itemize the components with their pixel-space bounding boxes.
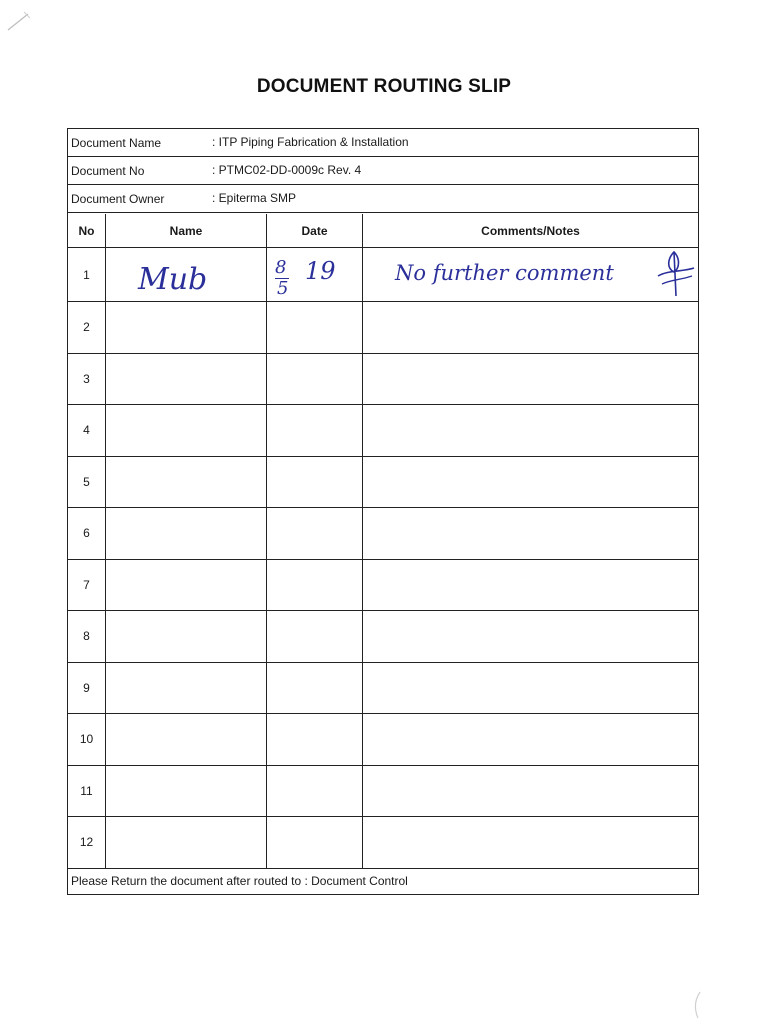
name-cell[interactable]: [106, 817, 267, 868]
date-cell[interactable]: [267, 248, 363, 301]
date-cell[interactable]: [267, 560, 363, 611]
info-row-document-no: [68, 157, 698, 185]
comment-cell[interactable]: [363, 560, 698, 611]
name-cell[interactable]: [106, 302, 267, 353]
comment-cell[interactable]: [363, 714, 698, 765]
comment-cell[interactable]: [363, 354, 698, 405]
header-name: Name: [106, 214, 267, 247]
scan-mark-icon: [6, 8, 32, 34]
row-number: 9: [68, 663, 106, 714]
table-header: [68, 214, 698, 248]
comment-cell[interactable]: [363, 611, 698, 662]
comment-cell[interactable]: [363, 457, 698, 508]
comment-cell[interactable]: [363, 817, 698, 868]
comment-cell[interactable]: [363, 248, 698, 301]
table-row: [68, 766, 698, 818]
routing-slip-form: [67, 128, 699, 895]
header-comments: Comments/Notes: [481, 223, 580, 238]
table-row: [68, 248, 698, 302]
table-row: [68, 611, 698, 663]
comment-cell[interactable]: [363, 663, 698, 714]
date-cell[interactable]: [267, 766, 363, 817]
table-row: [68, 714, 698, 766]
comment-cell[interactable]: [363, 405, 698, 456]
date-cell[interactable]: [267, 611, 363, 662]
header-no: No: [68, 214, 106, 247]
comment-cell[interactable]: [363, 302, 698, 353]
row-number: 11: [68, 766, 106, 817]
name-cell[interactable]: [106, 248, 267, 301]
page-title: DOCUMENT ROUTING SLIP: [256, 76, 512, 97]
name-cell[interactable]: [106, 663, 267, 714]
table-row: [68, 508, 698, 560]
name-cell[interactable]: [106, 457, 267, 508]
info-value: : Epiterma SMP: [212, 191, 297, 205]
row-number: 1: [68, 248, 106, 301]
table-row: [68, 302, 698, 354]
info-label: Document No: [71, 164, 145, 178]
date-cell[interactable]: [267, 817, 363, 868]
row-number: 3: [68, 354, 106, 405]
table-row: [68, 457, 698, 509]
handwritten-date-month: 5: [277, 278, 289, 299]
info-value: : ITP Piping Fabrication & Installation: [212, 135, 409, 149]
row-number: 8: [68, 611, 106, 662]
date-cell[interactable]: [267, 714, 363, 765]
signature-icon: [652, 250, 696, 298]
date-cell[interactable]: [267, 354, 363, 405]
date-cell[interactable]: [267, 405, 363, 456]
row-number: 12: [68, 817, 106, 868]
info-value: : PTMC02-DD-0009c Rev. 4: [212, 163, 362, 177]
handwritten-comment: No further comment: [395, 261, 614, 285]
table-row: [68, 354, 698, 406]
table-row: [68, 405, 698, 457]
return-instruction: Please Return the document after routed to : Document Control: [71, 874, 408, 888]
comment-cell[interactable]: [363, 508, 698, 559]
info-row-document-name: [68, 129, 698, 157]
info-row-document-owner: [68, 185, 698, 213]
row-number: 2: [68, 302, 106, 353]
date-cell[interactable]: [267, 457, 363, 508]
handwritten-name: Mub: [138, 262, 208, 297]
row-number: 5: [68, 457, 106, 508]
row-number: 6: [68, 508, 106, 559]
info-label: Document Name: [71, 136, 162, 150]
name-cell[interactable]: [106, 508, 267, 559]
handwritten-date-day: 8: [275, 257, 287, 278]
table-row: [68, 817, 698, 869]
table-row: [68, 663, 698, 715]
name-cell[interactable]: [106, 560, 267, 611]
handwritten-date-year: 19: [305, 257, 336, 285]
name-cell[interactable]: [106, 714, 267, 765]
table-row: [68, 560, 698, 612]
header-date: Date: [267, 214, 363, 247]
info-label: Document Owner: [71, 192, 165, 206]
comment-cell[interactable]: [363, 766, 698, 817]
scan-mark-icon: [690, 990, 704, 1020]
row-number: 7: [68, 560, 106, 611]
date-cell[interactable]: [267, 663, 363, 714]
name-cell[interactable]: [106, 766, 267, 817]
name-cell[interactable]: [106, 354, 267, 405]
row-number: 4: [68, 405, 106, 456]
date-cell[interactable]: [267, 302, 363, 353]
name-cell[interactable]: [106, 611, 267, 662]
name-cell[interactable]: [106, 405, 267, 456]
date-cell[interactable]: [267, 508, 363, 559]
row-number: 10: [68, 714, 106, 765]
